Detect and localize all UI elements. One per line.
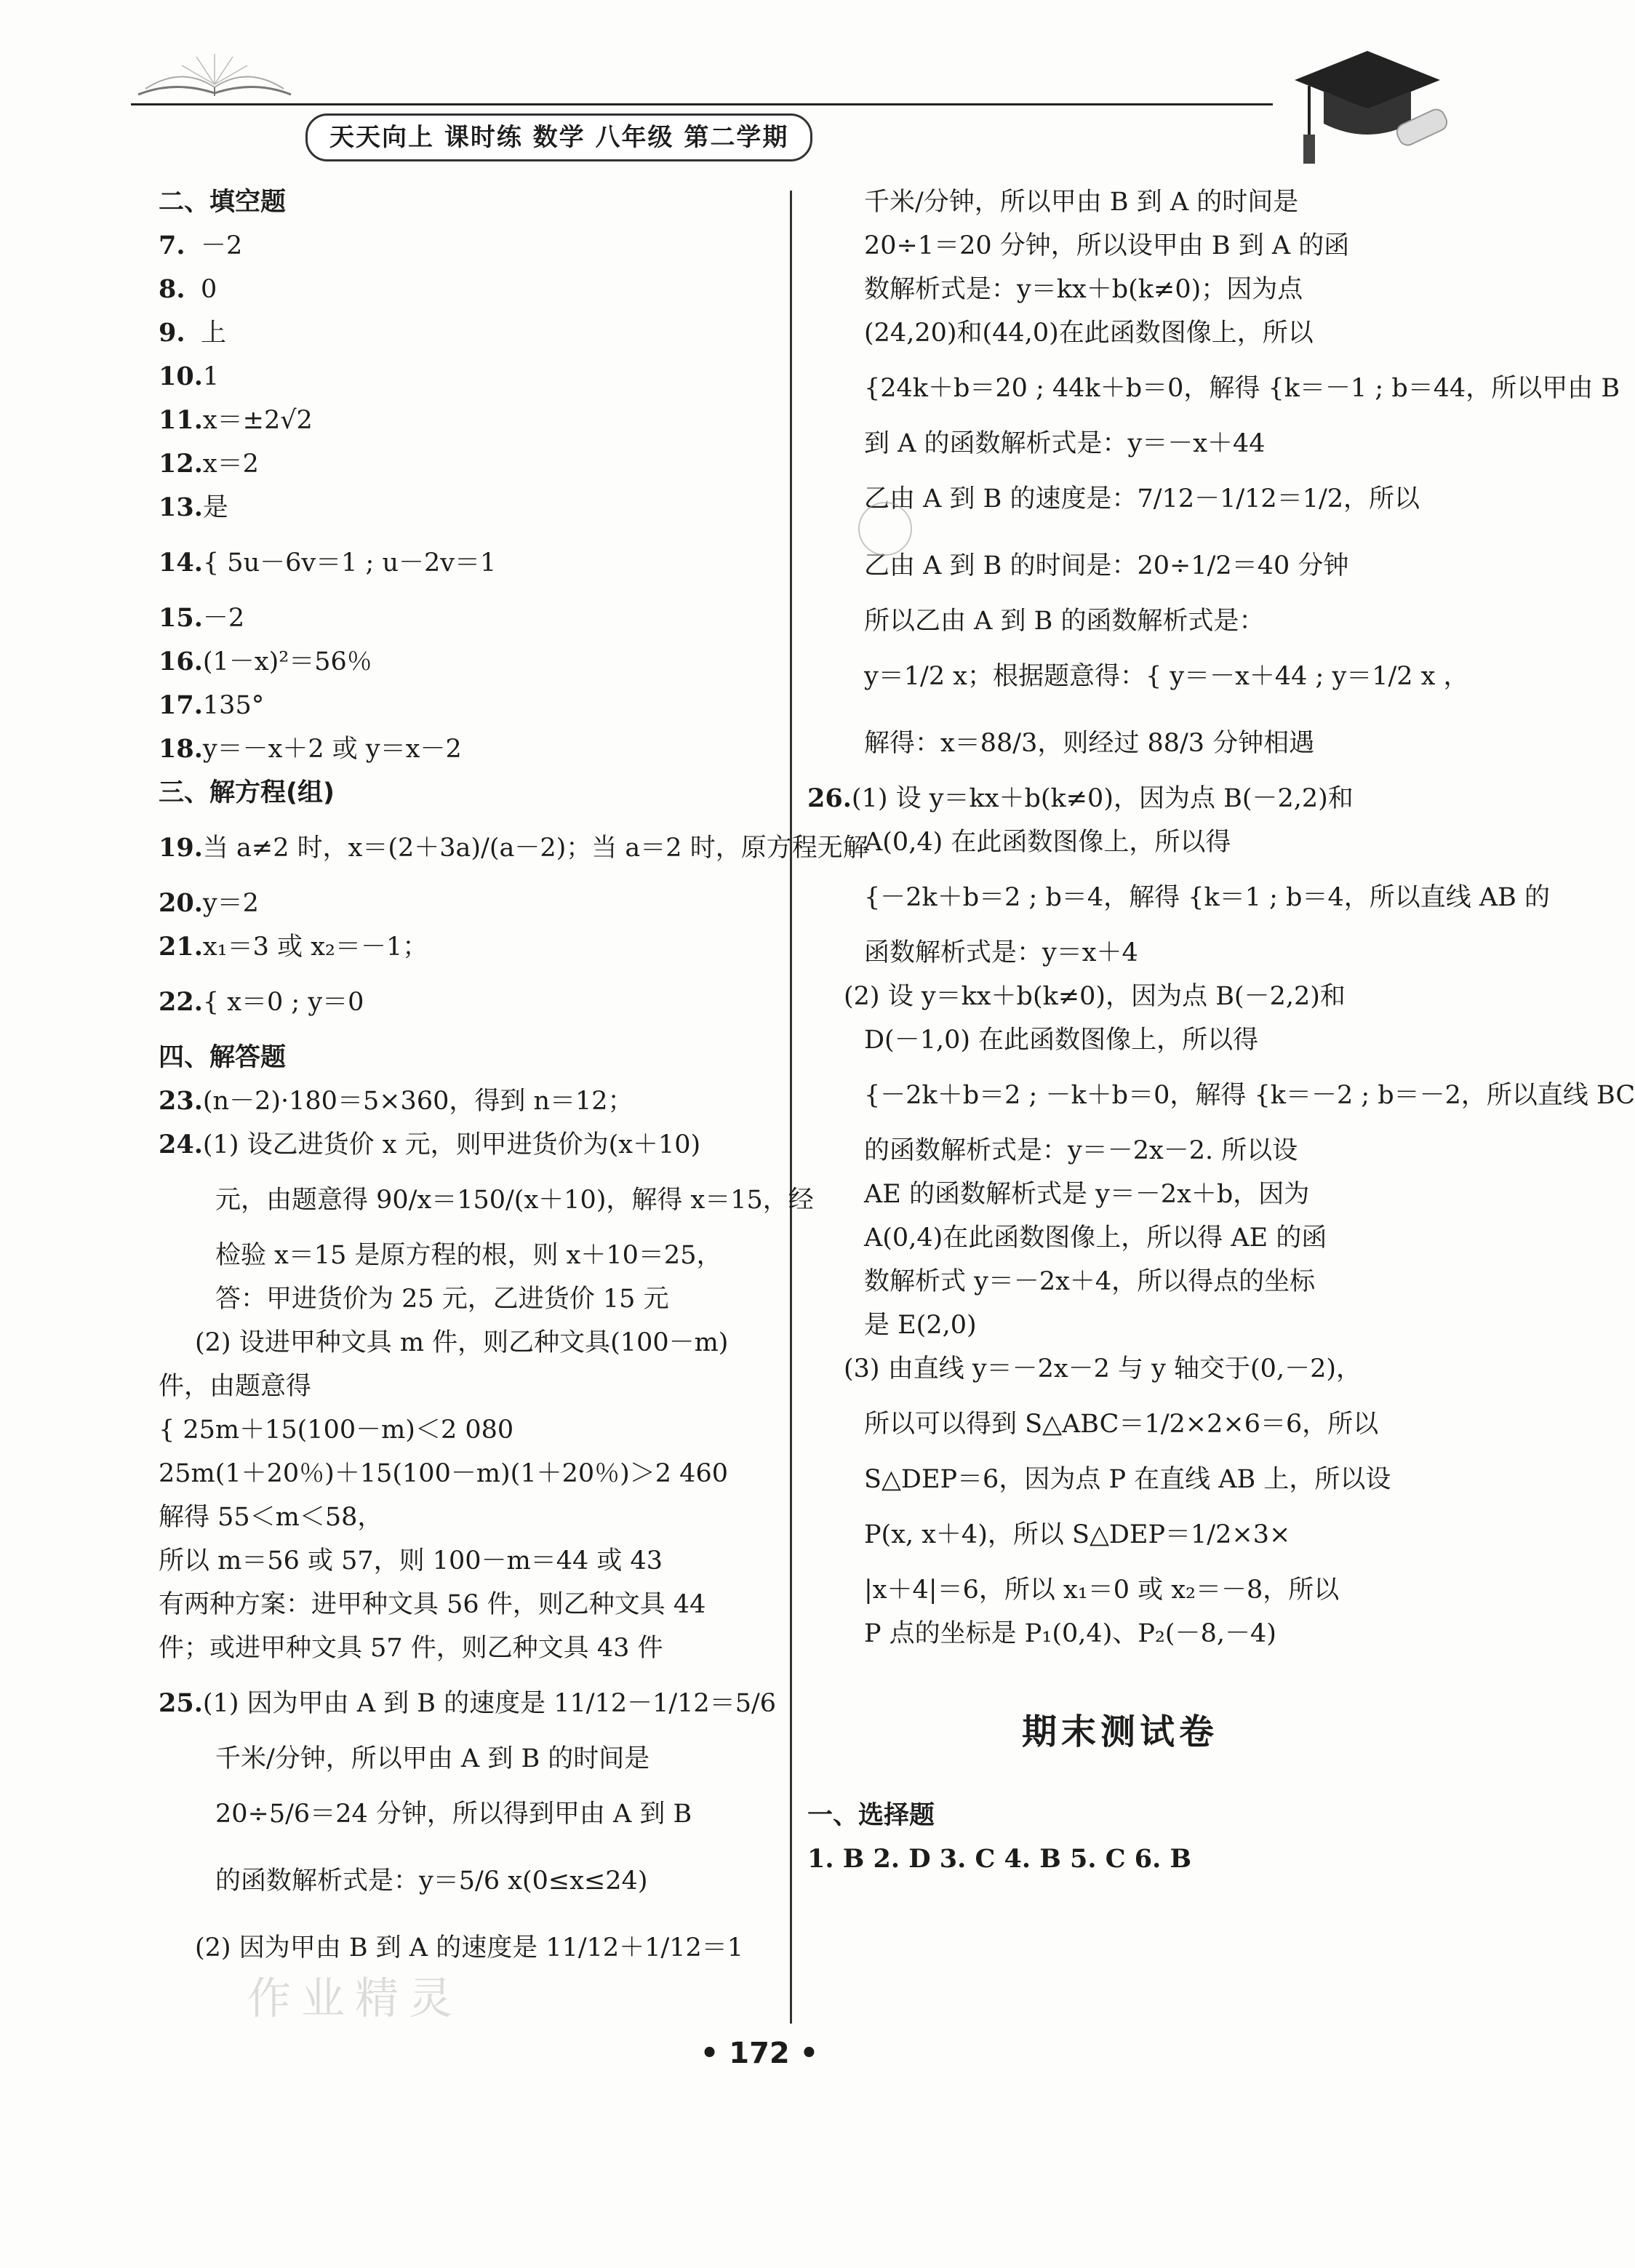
question-number: 15.	[159, 603, 203, 633]
question-number: 13.	[159, 492, 203, 522]
question-number: 17.	[159, 690, 203, 720]
answer-text: P(x, x＋4)，所以 S△DEP＝1/2×3×	[864, 1520, 1291, 1549]
question-number: 25.	[159, 1688, 203, 1718]
answer-text: 二、填空题	[159, 188, 287, 217]
answer-text: 是	[202, 493, 228, 522]
answer-line	[159, 1781, 762, 1848]
question-number: 10.	[159, 362, 203, 391]
running-header	[131, 87, 1273, 153]
answer-text: 1	[202, 362, 220, 391]
answer-line	[807, 1458, 1433, 1501]
answer-text: (24,20)和(44,0)在此函数图像上，所以	[864, 319, 1314, 348]
answer-line	[807, 355, 1620, 422]
answer-line	[159, 311, 762, 355]
question-number: 8.	[159, 274, 185, 304]
question-number: 22.	[159, 987, 203, 1017]
answer-line	[159, 1539, 762, 1583]
header-title: 天天向上 课时练 数学 八年级 第二学期	[305, 113, 812, 161]
column-divider	[790, 191, 792, 2024]
answer-text: y＝－x＋2 或 y＝x－2	[202, 735, 462, 764]
answer-text: 有两种方案：进甲种文具 56 件，则乙种文具 44	[159, 1590, 706, 1619]
answer-text: 四、解答题	[159, 1043, 287, 1072]
question-number: 11.	[159, 405, 203, 435]
answer-text: {24k＋b＝20 ; 44k＋b＝0，解得 {k＝－1 ; b＝44，所以甲由 B	[864, 374, 1620, 403]
answer-line	[807, 224, 1433, 268]
answer-text: 上	[201, 319, 227, 348]
answer-text: (2) 设进甲种文具 m 件，则乙种文具(100－m)	[195, 1328, 729, 1357]
answer-line	[807, 975, 1433, 1018]
answer-line	[159, 1626, 762, 1670]
answer-text: 三、解方程(组)	[159, 778, 335, 807]
answer-line	[159, 1737, 762, 1781]
answer-text: (1－x)²＝56％	[202, 647, 372, 676]
answer-line	[159, 1079, 762, 1123]
answer-text: 所以可以得到 S△ABC＝1/2×2×6＝6，所以	[864, 1410, 1379, 1439]
watermark: 作业精灵	[247, 1973, 463, 2024]
stamp-seal	[858, 502, 912, 556]
answer-text: A(0,4) 在此函数图像上，所以得	[864, 828, 1231, 857]
answer-text: { 25m＋15(100－m)＜2 080	[159, 1415, 514, 1445]
answer-line	[807, 1216, 1433, 1260]
answer-text: 乙由 A 到 B 的时间是：20÷1/2＝40 分钟	[864, 551, 1349, 580]
answer-text: { 5u－6v＝1 ; u－2v＝1	[202, 548, 497, 578]
answer-line	[159, 442, 762, 486]
answer-line	[807, 180, 1433, 224]
answer-text: 千米/分钟，所以甲由 A 到 B 的时间是	[215, 1744, 650, 1773]
question-number: 19.	[159, 833, 203, 863]
answer-line	[159, 969, 762, 1036]
answer-line	[159, 684, 762, 727]
answer-line	[807, 643, 1469, 710]
answer-line	[159, 224, 762, 268]
answer-text: |x＋4|＝6，所以 x₁＝0 或 x₂＝－8，所以	[864, 1576, 1340, 1605]
answer-line	[807, 1501, 1433, 1568]
answer-line	[159, 1496, 762, 1539]
answer-line	[807, 1173, 1433, 1216]
answer-text: 25m(1＋20％)＋15(100－m)(1＋20％)＞2 460	[159, 1459, 728, 1488]
answer-text: D(－1,0) 在此函数图像上，所以得	[864, 1026, 1259, 1055]
answer-text: y＝1/2 x；根据题意得：{ y＝－x＋44 ; y＝1/2 x ，	[864, 662, 1469, 691]
answer-line	[159, 882, 762, 925]
answer-text: 的函数解析式是：y＝－2x－2. 所以设	[864, 1136, 1298, 1165]
question-number: 9.	[159, 318, 185, 348]
answer-text: 元，由题意得 90/x＝150/(x＋10)，解得 x＝15，经	[215, 1186, 814, 1215]
answer-line	[159, 486, 762, 530]
answer-text: x＝2	[202, 450, 259, 479]
answer-line	[159, 1408, 762, 1452]
answer-line	[807, 268, 1433, 311]
answer-text: 0	[201, 275, 217, 304]
answer-line	[807, 311, 1433, 355]
question-number: 21.	[159, 932, 203, 962]
answer-line	[159, 268, 762, 311]
answer-text: 解得 55＜m＜58，	[159, 1503, 383, 1532]
answer-text: 件；或进甲种文具 57 件，则乙种文具 43 件	[159, 1634, 663, 1663]
section-heading	[159, 1036, 762, 1079]
answer-text: 到 A 的函数解析式是：y＝－x＋44	[864, 429, 1266, 458]
answer-text: AE 的函数解析式是 y＝－2x＋b，因为	[864, 1180, 1310, 1209]
section-heading	[159, 771, 762, 815]
answer-line	[807, 820, 1433, 864]
exam-choice-answers: 1. B 2. D 3. C 4. B 5. C 6. B	[807, 1844, 1192, 1874]
answer-line	[807, 422, 1433, 466]
page-number: • 172 •	[700, 2037, 819, 2070]
right-column-answers	[807, 180, 1635, 1656]
question-number: 24.	[159, 1130, 203, 1159]
answer-line	[159, 727, 762, 771]
answer-line	[807, 710, 1433, 777]
answer-text: (2) 因为甲由 B 到 A 的速度是 11/12＋1/12＝1	[195, 1933, 744, 1962]
answer-line	[159, 815, 868, 882]
answer-line	[159, 596, 762, 640]
answer-text: (1) 设 y＝kx＋b(k≠0)，因为点 B(－2,2)和	[851, 784, 1354, 813]
answer-line	[159, 1234, 762, 1277]
answer-text: 所以 m＝56 或 57，则 100－m＝44 或 43	[159, 1546, 663, 1576]
answer-line	[807, 599, 1433, 643]
open-book-icon	[131, 51, 298, 109]
answer-text: (1) 因为甲由 A 到 B 的速度是 11/12－1/12＝5/6	[202, 1689, 777, 1718]
answer-line	[159, 925, 762, 969]
question-number: 26.	[807, 783, 852, 813]
question-number: 20.	[159, 888, 203, 918]
answer-text: 数解析式是：y＝kx＋b(k≠0)；因为点	[864, 275, 1303, 304]
answer-text: 当 a≠2 时，x＝(2＋3a)/(a－2)；当 a＝2 时，原方程无解	[202, 834, 868, 863]
answer-line	[807, 1391, 1433, 1458]
answer-line	[807, 777, 1433, 820]
answer-text: 解得：x＝88/3，则经过 88/3 分钟相遇	[864, 729, 1315, 758]
answer-line	[159, 1321, 762, 1365]
answer-text: (3) 由直线 y＝－2x－2 与 y 轴交于(0,－2)，	[844, 1354, 1362, 1383]
answer-line	[159, 1365, 762, 1408]
answer-line	[807, 1018, 1433, 1062]
answer-line	[807, 1260, 1433, 1303]
answer-text: 件，由题意得	[159, 1372, 312, 1401]
question-number: 7.	[159, 231, 185, 260]
answer-line	[159, 1670, 777, 1737]
answer-text: x₁＝3 或 x₂＝－1；	[202, 933, 428, 962]
answer-text: {－2k＋b＝2 ; b＝4，解得 {k＝1 ; b＝4，所以直线 AB 的	[864, 883, 1550, 912]
answer-line	[807, 1129, 1433, 1173]
answer-line	[807, 1303, 1433, 1347]
answer-line	[807, 1568, 1433, 1612]
question-number: 12.	[159, 449, 203, 479]
answer-text: －2	[201, 231, 243, 260]
answer-text: { x＝0 ; y＝0	[202, 988, 364, 1017]
answer-text: 答：甲进货价为 25 元，乙进货价 15 元	[215, 1285, 669, 1314]
answer-text: (n－2)·180＝5×360，得到 n＝12；	[202, 1087, 633, 1116]
answer-text: 所以乙由 A 到 B 的函数解析式是：	[864, 607, 1265, 636]
answer-line	[807, 1347, 1433, 1391]
answer-text: 函数解析式是：y＝x＋4	[864, 938, 1138, 967]
answer-line	[159, 1277, 762, 1321]
answer-text: 数解析式 y＝－2x＋4，所以得点的坐标	[864, 1267, 1316, 1296]
exam-title: 期末测试卷	[1021, 1712, 1218, 1752]
answer-line	[159, 640, 762, 684]
answer-line	[807, 864, 1550, 931]
answer-line	[159, 1583, 762, 1626]
answer-text: (1) 设乙进货价 x 元，则甲进货价为(x＋10)	[202, 1130, 701, 1159]
answer-text: A(0,4)在此函数图像上，所以得 AE 的函	[864, 1223, 1327, 1253]
question-number: 16.	[159, 647, 203, 676]
answer-line	[807, 1062, 1635, 1129]
answer-text: S△DEP＝6，因为点 P 在直线 AB 上，所以设	[864, 1465, 1391, 1494]
answer-line	[159, 1452, 762, 1496]
answer-text: 20÷5/6＝24 分钟，所以得到甲由 A 到 B	[215, 1800, 692, 1829]
answer-text: 的函数解析式是：y＝5/6 x(0≤x≤24)	[215, 1866, 648, 1896]
answer-line	[807, 1612, 1433, 1656]
answer-text: P 点的坐标是 P₁(0,4)、P₂(－8,－4)	[864, 1619, 1276, 1648]
answer-text: 20÷1＝20 分钟，所以设甲由 B 到 A 的函	[864, 231, 1350, 260]
answer-line	[159, 1848, 762, 1914]
answer-text: 135°	[202, 691, 265, 720]
answer-text: －2	[202, 604, 245, 633]
section-heading	[159, 180, 762, 224]
question-number: 23.	[159, 1086, 203, 1116]
answer-line	[807, 931, 1433, 975]
answer-line	[159, 1123, 762, 1167]
answer-text: (2) 设 y＝kx＋b(k≠0)，因为点 B(－2,2)和	[844, 982, 1346, 1011]
question-number: 14.	[159, 548, 203, 578]
graduation-cap-icon	[1287, 29, 1455, 175]
question-number: 18.	[159, 734, 203, 764]
answer-text: 乙由 A 到 B 的速度是：7/12－1/12＝1/2，所以	[864, 484, 1420, 514]
right-column	[807, 180, 1635, 1881]
answer-text: 是 E(2,0)	[864, 1311, 977, 1340]
answer-text: 检验 x＝15 是原方程的根，则 x＋10＝25，	[215, 1241, 722, 1270]
answer-line	[159, 399, 762, 442]
header-rule	[131, 103, 1273, 105]
answer-line	[159, 355, 762, 399]
exam-section-heading: 一、选择题	[807, 1801, 935, 1830]
answer-line	[159, 1167, 814, 1234]
answer-text: y＝2	[202, 889, 259, 918]
answer-text: 千米/分钟，所以甲由 B 到 A 的时间是	[864, 188, 1299, 217]
answer-text: x＝±2√2	[202, 406, 313, 435]
answer-text: {－2k＋b＝2 ; －k＋b＝0，解得 {k＝－2 ; b＝－2，所以直线 BC	[864, 1081, 1635, 1110]
answer-line	[159, 530, 762, 596]
